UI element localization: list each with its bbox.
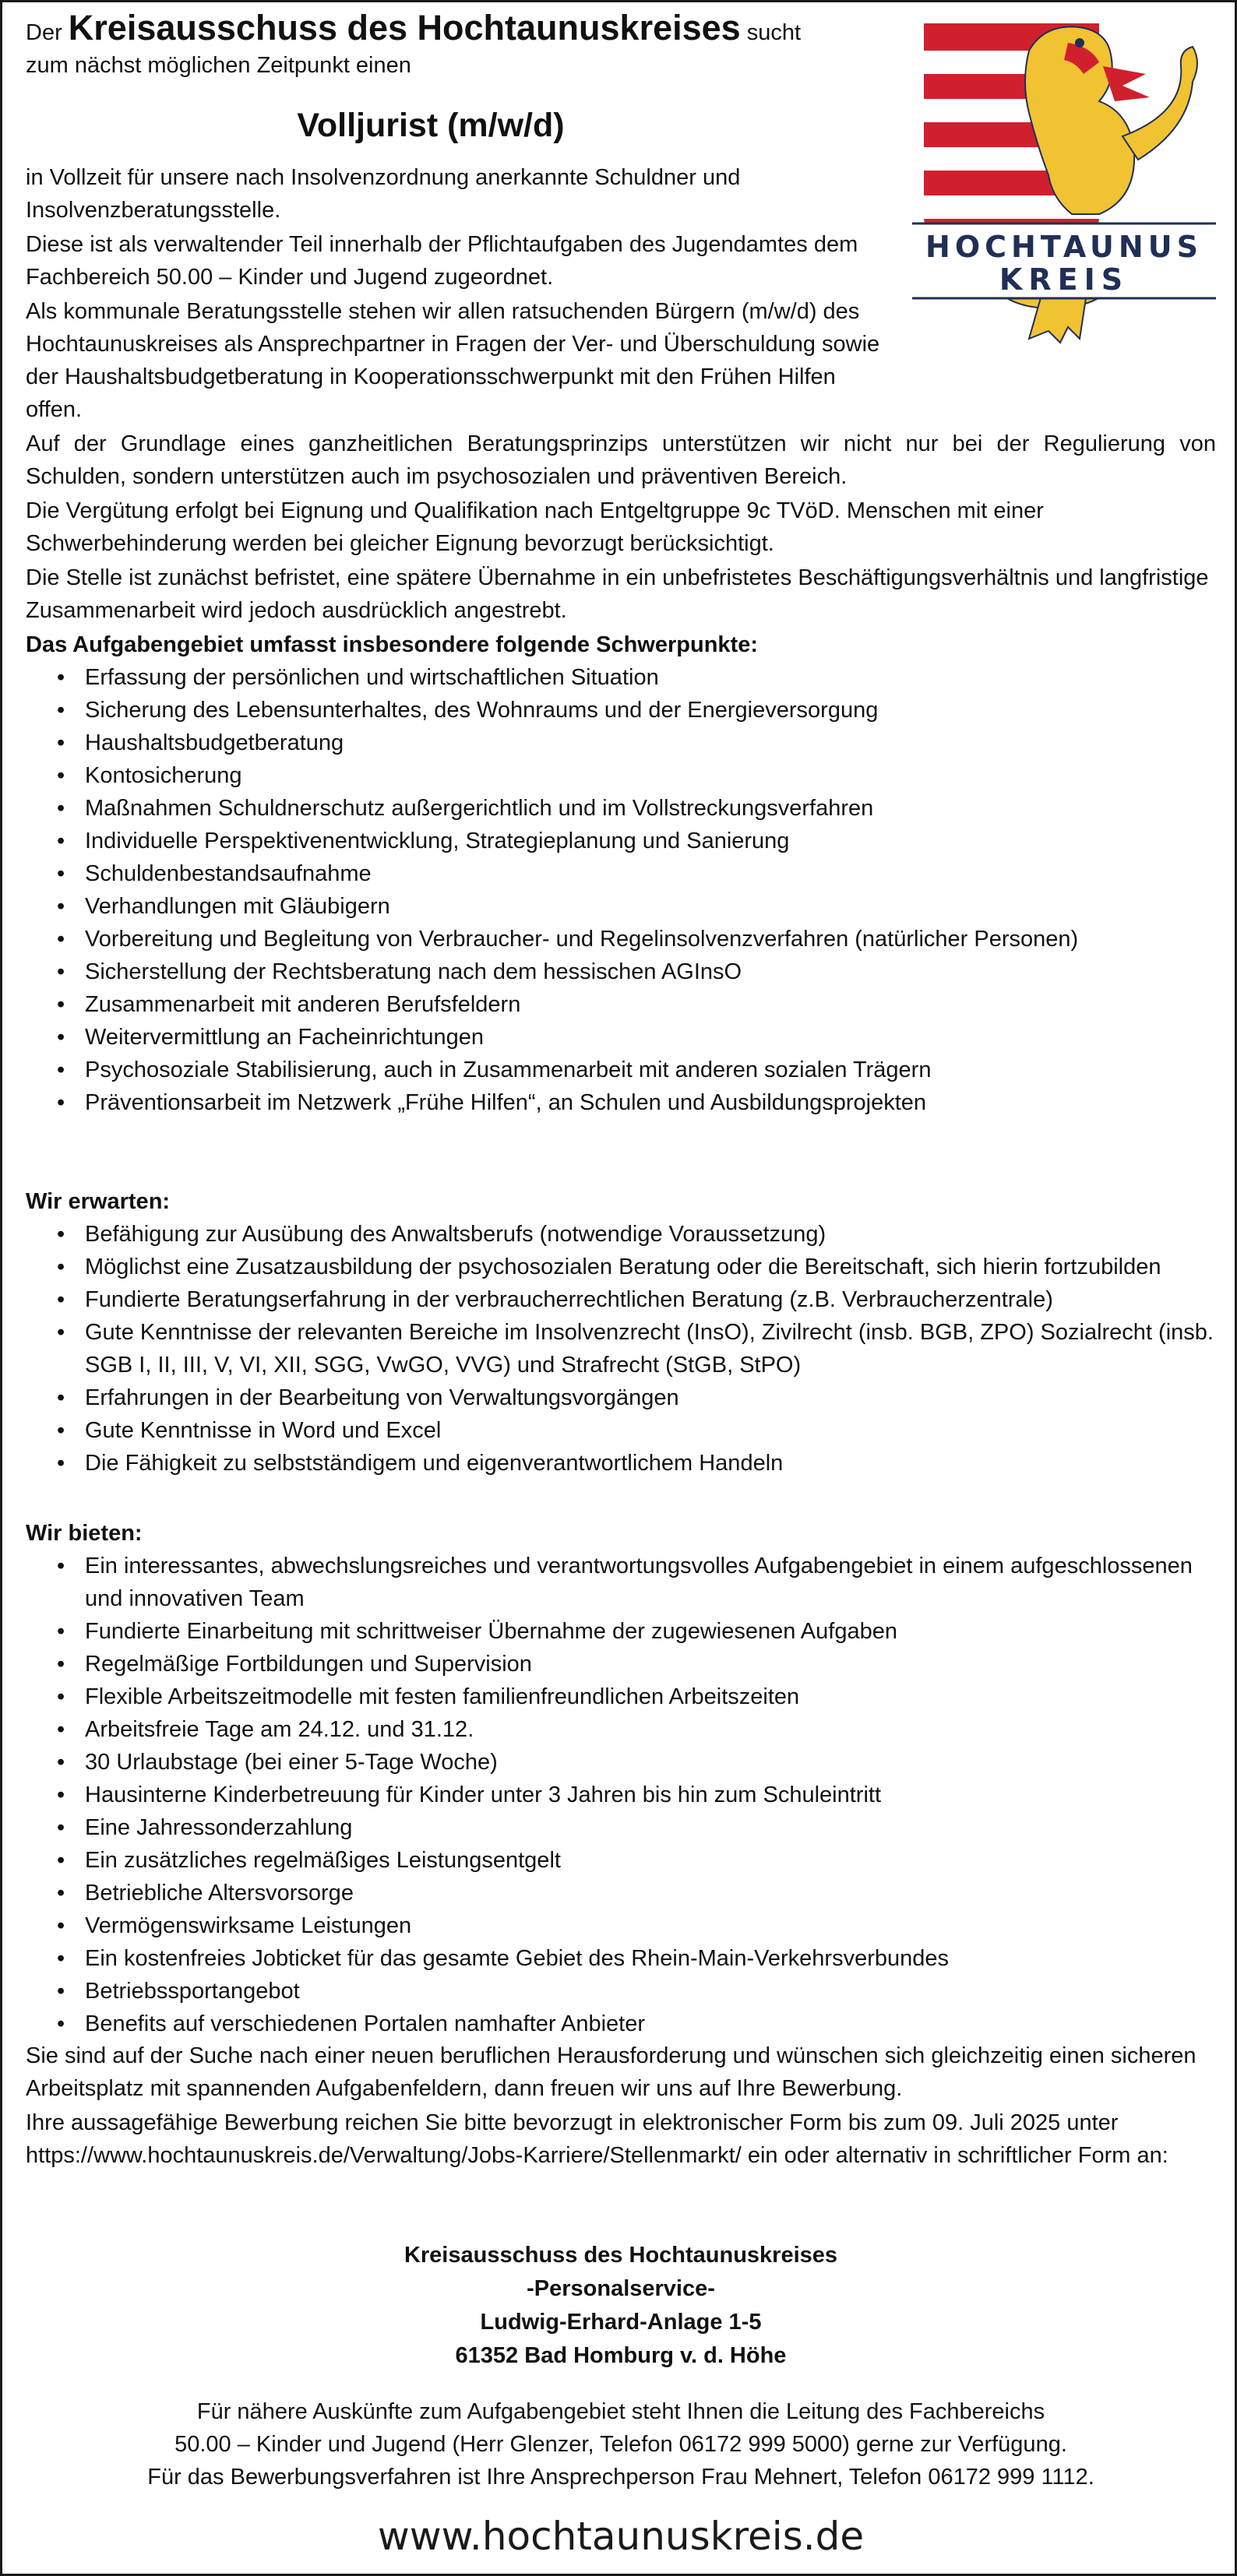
- address-line-1: Kreisausschuss des Hochtaunuskreises: [404, 2243, 838, 2268]
- list-item: • Gute Kenntnisse der relevanten Bereiche im Insolvenzrecht (InsO), Zivilrecht (insb. BGB, ZPO) Sozialrecht (insb. SGB I, II, III, V, VI, XII, SGG, VwGO, VVG) und Strafrecht (StGB, StPO): [49, 1316, 1216, 1381]
- contact-line-1: Für nähere Auskünfte zum Aufgabengebiet steht Ihnen die Leitung des Fachbereichs: [196, 2399, 1045, 2424]
- list-item: • Erfassung der persönlichen und wirtschaftlichen Situation: [49, 661, 1216, 694]
- tasks-list: [26, 661, 1216, 1119]
- list-item: • Erfahrungen in der Bearbeitung von Verwaltungsvorgängen: [49, 1381, 1216, 1414]
- list-item: • Verhandlungen mit Gläubigern: [49, 890, 1216, 923]
- intro-line-1: [26, 10, 890, 51]
- contact-info: [2, 2395, 1237, 2493]
- list-item: • Vermögenswirksame Leistungen: [49, 1909, 1216, 1942]
- list-item: • Psychosoziale Stabilisierung, auch in Zusammenarbeit mit anderen sozialen Trägern: [49, 1054, 1216, 1086]
- list-item: • Gute Kenntnisse in Word und Excel: [49, 1414, 1216, 1447]
- list-item: • Ein interessantes, abwechslungsreiches und verantwortungsvolles Aufgabengebiet in einem aufgeschlossenen und innovativen Team: [49, 1550, 1216, 1615]
- requirements-list: [26, 1218, 1216, 1480]
- list-item: • Möglichst eine Zusatzausbildung der psychosozialen Beratung oder die Bereitschaft, sich hierin fortzubilden: [49, 1251, 1216, 1283]
- list-item: • Befähigung zur Ausübung des Anwaltsberufs (notwendige Voraussetzung): [49, 1218, 1216, 1251]
- list-item: • Betriebssportangebot: [49, 1975, 1216, 2008]
- address-line-4: 61352 Bad Homburg v. d. Höhe: [455, 2343, 787, 2368]
- intro-line-2: zum nächst möglichen Zeitpunkt einen: [26, 53, 411, 78]
- list-item: • 30 Urlaubstage (bei einer 5-Tage Woche): [49, 1746, 1216, 1779]
- employer-name: Kreisausschuss des Hochtaunuskreises: [68, 8, 741, 48]
- list-item: • Flexible Arbeitszeitmodelle mit festen familienfreundlichen Arbeitszeiten: [49, 1680, 1216, 1713]
- list-item: • Weitervermittlung an Facheinrichtungen: [49, 1021, 1216, 1054]
- list-item: • Haushaltsbudgetberatung: [49, 727, 1216, 759]
- list-item: • Sicherung des Lebensunterhaltes, des Wohnraums und der Energieversorgung: [49, 694, 1216, 727]
- hochtaunuskreis-logo: [912, 19, 1216, 347]
- section-benefits: [26, 1517, 1216, 2040]
- list-item: • Maßnahmen Schuldnerschutz außergerichtlich und im Vollstreckungsverfahren: [49, 792, 1216, 825]
- list-item: • Fundierte Einarbeitung mit schrittweiser Übernahme der zugewiesenen Aufgaben: [49, 1615, 1216, 1648]
- section-tasks: [26, 628, 1216, 1119]
- paragraph-contract-term: Die Stelle ist zunächst befristet, eine spätere Übernahme in ein unbefristetes Beschäftigungsverhältnis und langfristige Zusammenarbeit wird jedoch ausdrücklich angestrebt.: [26, 565, 1209, 623]
- paragraph-counseling-service: Als kommunale Beratungsstelle stehen wir allen ratsuchenden Bürgern (m/w/d) des Hochtaunuskreises als Ansprechpartner in Fragen der Ver- und Überschuldung sowie der Haushaltsbudgetberatung in Kooperationsschwerpunkt mit den Frühen Hilfen offen.: [26, 299, 880, 422]
- paragraph-closing-invitation: Sie sind auf der Suche nach einer neuen beruflichen Herausforderung und wünschen sich gleichzeitig einen sicheren Arbeitsplatz mit spannenden Aufgabenfeldern, dann freuen wir uns auf Ihre Bewerbung.: [26, 2043, 1196, 2101]
- logo-word-kreis: KREIS: [999, 262, 1130, 297]
- intro-der: Der: [26, 20, 62, 45]
- list-item: • Hausinterne Kinderbetreuung für Kinder unter 3 Jahren bis hin zum Schuleintritt: [49, 1779, 1216, 1811]
- benefits-heading: Wir bieten:: [26, 1521, 143, 1546]
- list-item: • Betriebliche Altersvorsorge: [49, 1877, 1216, 1909]
- logo-word-hochtaunus: HOCHTAUNUS: [925, 230, 1203, 264]
- section-requirements: [26, 1185, 1216, 1480]
- contact-line-3: Für das Bewerbungsverfahren ist Ihre Ansprechperson Frau Mehnert, Telefon 06172 999 1112.: [147, 2465, 1094, 2490]
- paragraph-principle: Auf der Grundlage eines ganzheitlichen Beratungsprinzips unterstützen wir nicht nur bei der Regulierung von Schulden, sondern unterstützen auch im psychosozialen und präventiven Bereich.: [26, 431, 1216, 489]
- postal-address: [2, 2239, 1237, 2373]
- address-line-2: -Personalservice-: [527, 2276, 715, 2301]
- paragraph-application-instructions: Ihre aussagefähige Bewerbung reichen Sie bitte bevorzugt in elektronischer Form bis zum 09. Juli 2025 unter https://www.hochtaunuskreis.de/Verwaltung/Jobs-Karriere/Stellenmarkt/ ein oder alternativ in schriftlicher Form an:: [26, 2110, 1168, 2168]
- list-item: • Benefits auf verschiedenen Portalen namhafter Anbieter: [49, 2008, 1216, 2040]
- intro-sucht: sucht: [746, 20, 802, 45]
- intro: [26, 10, 890, 80]
- list-item: • Fundierte Beratungserfahrung in der verbraucherrechtlichen Beratung (z.B. Verbraucherzentrale): [49, 1283, 1216, 1316]
- benefits-list: [26, 1550, 1216, 2040]
- tasks-heading: Das Aufgabengebiet umfasst insbesondere folgende Schwerpunkte:: [26, 632, 758, 657]
- list-item: • Vorbereitung und Begleitung von Verbraucher- und Regelinsolvenzverfahren (natürlicher Personen): [49, 923, 1216, 955]
- list-item: • Individuelle Perspektivenentwicklung, Strategieplanung und Sanierung: [49, 825, 1216, 857]
- list-item: • Die Fähigkeit zu selbstständigem und eigenverantwortlichem Handeln: [49, 1447, 1216, 1480]
- requirements-heading: Wir erwarten:: [26, 1189, 171, 1214]
- list-item: • Schuldenbestandsaufnahme: [49, 857, 1216, 890]
- list-item: • Ein kostenfreies Jobticket für das gesamte Gebiet des Rhein-Main-Verkehrsverbundes: [49, 1942, 1216, 1975]
- list-item: • Ein zusätzliches regelmäßiges Leistungsentgelt: [49, 1844, 1216, 1877]
- list-item: • Kontosicherung: [49, 759, 1216, 792]
- list-item: • Eine Jahressonderzahlung: [49, 1811, 1216, 1844]
- list-item: • Regelmäßige Fortbildungen und Supervision: [49, 1648, 1216, 1680]
- job-title: Volljurist (m/w/d): [297, 107, 565, 144]
- paragraph-employment-type: in Vollzeit für unsere nach Insolvenzordnung anerkannte Schuldner und Insolvenzberatungsstelle.: [26, 165, 741, 223]
- paragraph-salary: Die Vergütung erfolgt bei Eignung und Qualifikation nach Entgeltgruppe 9c TVöD. Menschen mit einer Schwerbehinderung werden bei gleicher Eignung bevorzugt berücksichtigt.: [26, 498, 1044, 556]
- address-line-3: Ludwig-Erhard-Anlage 1-5: [480, 2310, 762, 2335]
- list-item: • Präventionsarbeit im Netzwerk „Frühe Hilfen“, an Schulen und Ausbildungsprojekten: [49, 1086, 1216, 1119]
- list-item: • Zusammenarbeit mit anderen Berufsfeldern: [49, 988, 1216, 1021]
- paragraph-department: Diese ist als verwaltender Teil innerhalb der Pflichtaufgaben des Jugendamtes dem Fachbereich 50.00 – Kinder und Jugend zugeordnet.: [26, 232, 858, 290]
- website-link[interactable]: www.hochtaunuskreis.de: [377, 2514, 865, 2559]
- list-item: • Arbeitsfreie Tage am 24.12. und 31.12.: [49, 1713, 1216, 1746]
- contact-line-2: 50.00 – Kinder und Jugend (Herr Glenzer, Telefon 06172 999 5000) gerne zur Verfügung.: [174, 2432, 1067, 2457]
- list-item: • Sicherstellung der Rechtsberatung nach dem hessischen AGInsO: [49, 955, 1216, 988]
